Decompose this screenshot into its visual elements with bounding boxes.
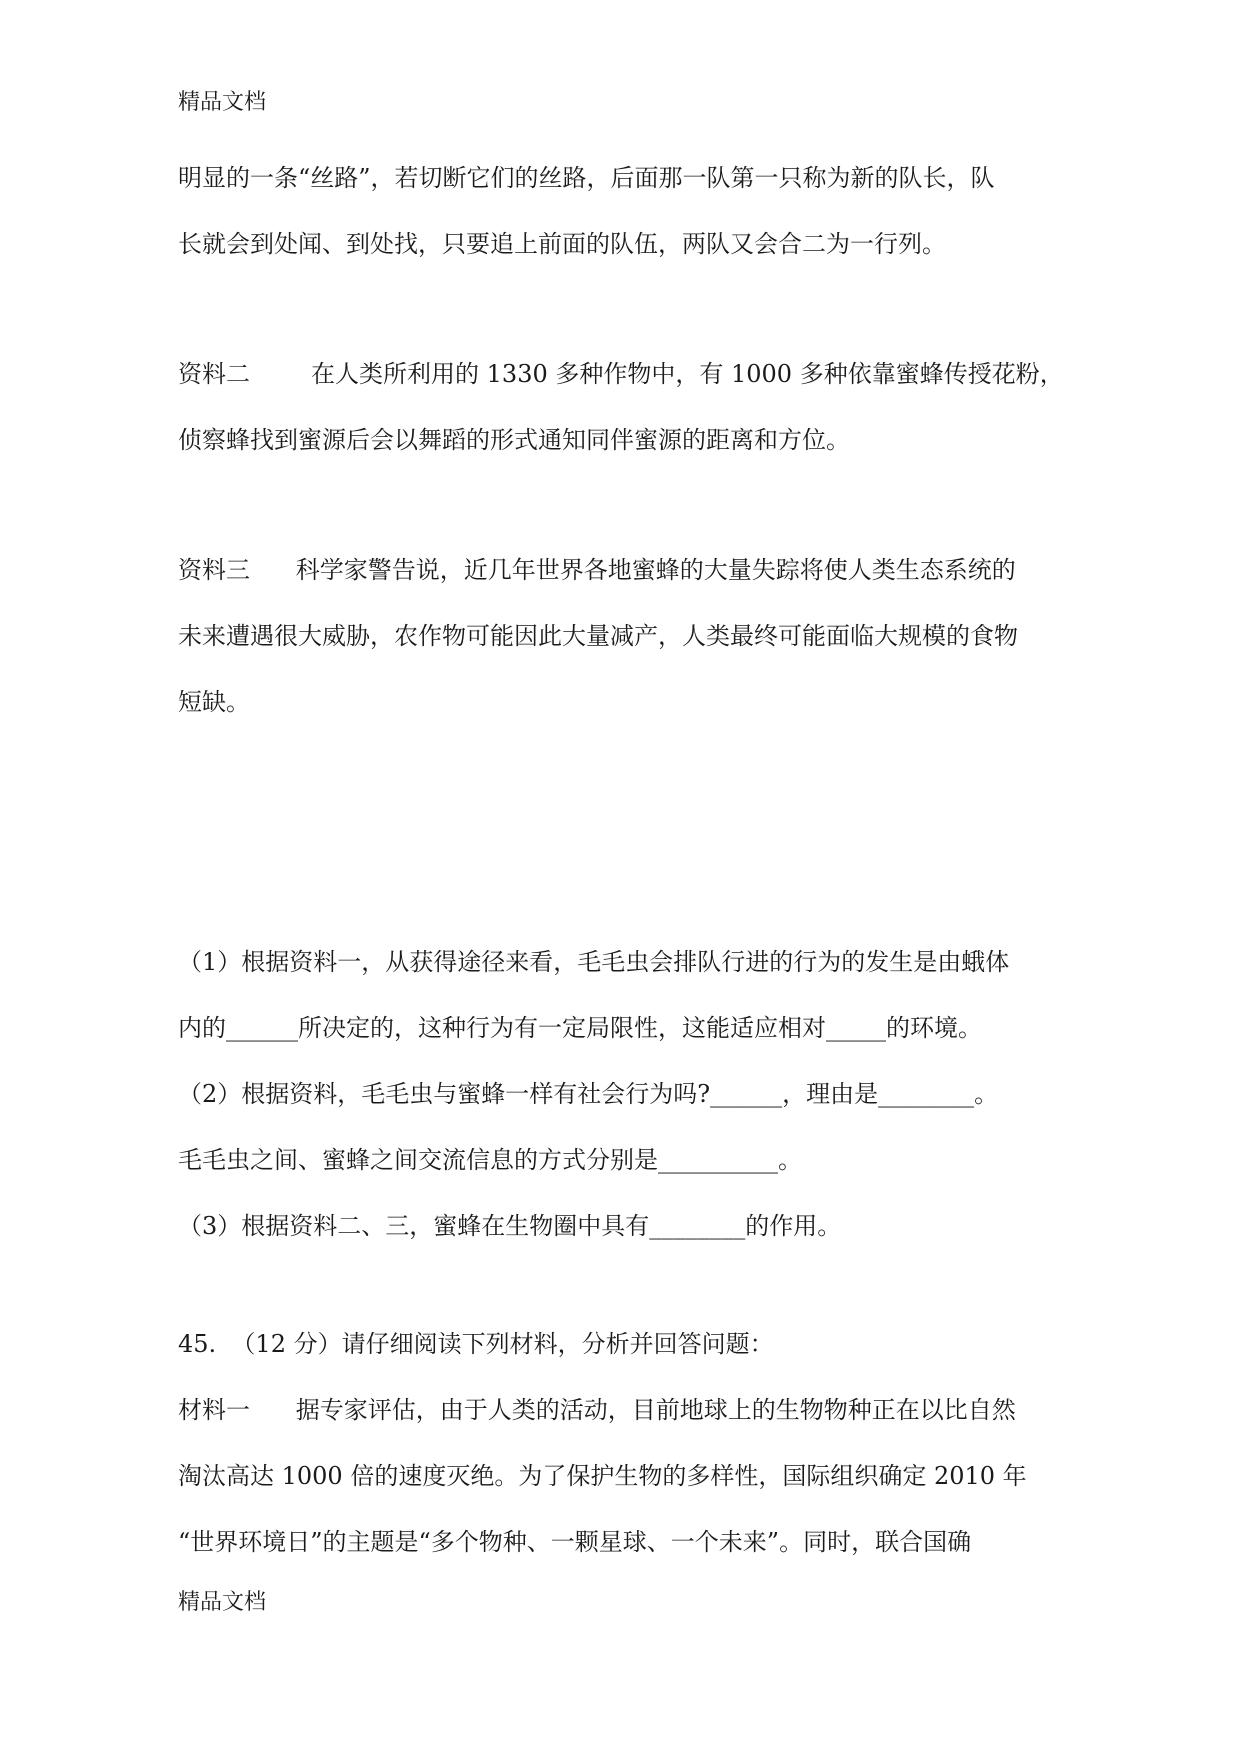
question-3-line: （3）根据资料二、三，蜜蜂在生物圈中具有________的作用。 (178, 1212, 842, 1240)
question-2-line-2: 毛毛虫之间、蜜蜂之间交流信息的方式分别是__________。 (178, 1146, 802, 1174)
question-1-line-1: （1）根据资料一，从获得途径来看，毛毛虫会排队行进的行为的发生是由蛾体 (178, 948, 1010, 976)
material-2-line-1: 资料二 在人类所利用的 1330 多种作物中，有 1000 多种依靠蜜蜂传授花粉， (178, 360, 1064, 388)
material-a-line-2: 淘汰高达 1000 倍的速度灭绝。为了保护生物的多样性，国际组织确定 2010 年 (178, 1462, 1027, 1490)
page-header: 精品文档 (178, 90, 267, 115)
question-45-title: 45. （12 分）请仔细阅读下列材料，分析并回答问题： (178, 1330, 774, 1358)
material-2-line-2: 侦察蜂找到蜜源后会以舞蹈的形式通知同伴蜜源的距离和方位。 (178, 426, 850, 454)
page-footer: 精品文档 (178, 1590, 267, 1615)
question-1-line-2: 内的______所决定的，这种行为有一定局限性，这能适应相对_____的环境。 (178, 1014, 982, 1042)
material-a-line-1: 材料一 据专家评估，由于人类的活动，目前地球上的生物物种正在以比自然 (178, 1396, 1016, 1424)
material-3-line-3: 短缺。 (178, 688, 250, 716)
text-line-1: 明显的一条“丝路”，若切断它们的丝路，后面那一队第一只称为新的队长，队 (178, 164, 995, 192)
material-3-line-1: 资料三 科学家警告说，近几年世界各地蜜蜂的大量失踪将使人类生态系统的 (178, 556, 1016, 584)
question-2-line-1: （2）根据资料，毛毛虫与蜜蜂一样有社会行为吗?______，理由是________。 (178, 1080, 999, 1108)
text-line-2: 长就会到处闻、到处找，只要追上前面的队伍，两队又会合二为一行列。 (178, 230, 946, 258)
material-3-line-2: 未来遭遇很大威胁，农作物可能因此大量减产，人类最终可能面临大规模的食物 (178, 622, 1018, 650)
material-a-line-3: “世界环境日”的主题是“多个物种、一颗星球、一个未来”。同时，联合国确 (178, 1528, 972, 1556)
